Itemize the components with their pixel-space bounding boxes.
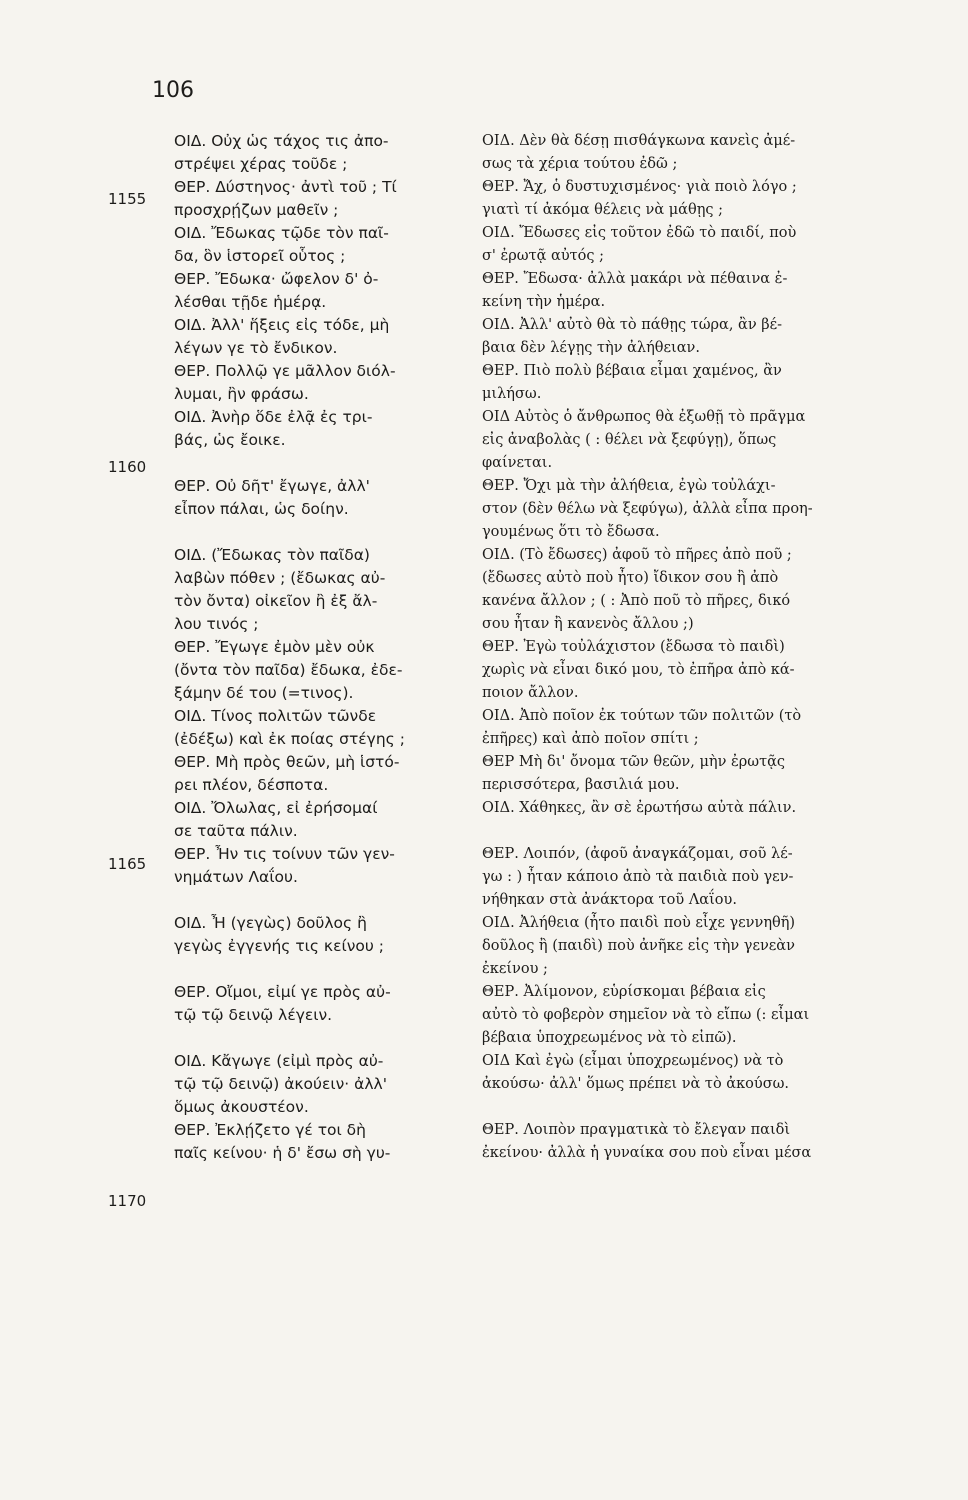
greek-line: ΟΙΔ. Ἀλλ' ἥξεις εἰς τόδε, μὴ: [174, 316, 390, 334]
translation-line: ΟΙΔ. Ἔδωσες εἰς τοῦτον ἐδῶ τὸ παιδί, ποὺ: [482, 225, 797, 241]
greek-line: λαβὼν πόθεν ; (ἔδωκας αὐ-: [174, 569, 386, 587]
translation-line: ΘΕΡ. Πιὸ πολὺ βέβαια εἶμαι χαμένος, ἂν: [482, 363, 782, 379]
translation-line: (ἔδωσες αὐτὸ ποὺ ἦτο) ἴδικον σου ἢ ἀπὸ: [482, 570, 779, 586]
greek-line: ΟΙΔ. Ὄλωλας, εἰ ἐρήσομαί: [174, 799, 378, 817]
translation-line: φαίνεται.: [482, 455, 553, 471]
greek-line: προσχρῄζων μαθεῖν ;: [174, 201, 339, 219]
translation-line: γιατὶ τί ἀκόμα θέλεις νὰ μάθῃς ;: [482, 202, 724, 218]
greek-line: νημάτων Λαΐου.: [174, 868, 298, 886]
greek-line: ΟΙΔ. (Ἔδωκας τὸν παῖδα): [174, 546, 370, 564]
translation-line: κανένα ἄλλον ; ( : Ἀπὸ ποῦ τὸ πῆρες, δικό: [482, 593, 791, 609]
greek-line: ρει πλέον, δέσποτα.: [174, 776, 329, 794]
greek-text-column: [174, 130, 469, 1165]
translation-line: ΘΕΡ. Ἀλίμονον, εὑρίσκομαι βέβαια εἰς: [482, 984, 766, 1000]
translation-line: ἐπῆρες) καὶ ἀπὸ ποῖον σπίτι ;: [482, 731, 699, 747]
translation-line: σ' ἐρωτᾷ αὐτός ;: [482, 248, 605, 264]
greek-line: ΘΕΡ. Πολλῷ γε μᾶλλον διόλ-: [174, 362, 396, 380]
translation-line: χωρὶς νὰ εἶναι δικό μου, τὸ ἐπῆρα ἀπὸ κά-: [482, 662, 795, 678]
greek-line: ΟΙΔ. Κἄγωγε (εἰμὶ πρὸς αὐ-: [174, 1052, 384, 1070]
page-number: 106: [152, 78, 194, 103]
translation-line: [482, 820, 922, 843]
translation-line: περισσότερα, βασιλιά μου.: [482, 777, 680, 793]
translation-line: ΘΕΡ Μὴ δι' ὄνομα τῶν θεῶν, μὴν ἐρωτᾷς: [482, 754, 786, 770]
line-number-1160: 1160: [108, 458, 147, 476]
line-number-1165: 1165: [108, 855, 147, 873]
greek-line: ΘΕΡ. Μὴ πρὸς θεῶν, μὴ ἱστό-: [174, 753, 400, 771]
translation-line: ποιον ἄλλον.: [482, 685, 579, 701]
translation-line: βέβαια ὑποχρεωμένος νὰ τὸ εἰπῶ).: [482, 1030, 737, 1046]
translation-text-column: [482, 130, 922, 1165]
greek-line: ξάμην δέ του (=τινος).: [174, 684, 354, 702]
translation-line: γουμένως ὅτι τὸ ἔδωσα.: [482, 524, 660, 540]
greek-line: ΘΕΡ. Ἦν τις τοίνυν τῶν γεν-: [174, 845, 395, 863]
greek-line: ΟΙΔ. Ἔδωκας τῷδε τὸν παῖ-: [174, 224, 389, 242]
greek-line: ΟΙΔ. Ἦ (γεγὼς) δοῦλος ἢ: [174, 914, 367, 932]
greek-line: λέσθαι τῇδε ἡμέρᾳ.: [174, 293, 327, 311]
greek-line: ΘΕΡ. Οὐ δῆτ' ἔγωγε, ἀλλ': [174, 477, 370, 495]
greek-line: γεγὼς ἐγγενής τις κείνου ;: [174, 937, 384, 955]
greek-line: παῖς κείνου· ἡ δ' ἔσω σὴ γυ-: [174, 1144, 391, 1162]
greek-line: ΟΙΔ. Ἀνὴρ ὅδε ἐλᾷ ἐς τρι-: [174, 408, 373, 426]
greek-line: ΘΕΡ. Ἔδωκα· ὤφελον δ' ὀ-: [174, 270, 379, 288]
greek-line: στρέψει χέρας τοῦδε ;: [174, 155, 348, 173]
greek-line: ΟΙΔ. Τίνος πολιτῶν τῶνδε: [174, 707, 377, 725]
greek-line: ΘΕΡ. Ἐκλῄζετο γέ τοι δὴ: [174, 1121, 366, 1139]
translation-line: σου ἦταν ἢ κανενὸς ἄλλου ;): [482, 616, 694, 632]
greek-line: τῷ τῷ δεινῷ) ἀκούειν· ἀλλ': [174, 1075, 387, 1093]
greek-line: ὅμως ἀκουστέον.: [174, 1098, 309, 1116]
greek-line: ΘΕΡ. Δύστηνος· ἀντὶ τοῦ ; Τί: [174, 178, 397, 196]
translation-line: ΟΙΔ. Χάθηκες, ἂν σὲ ἐρωτήσω αὐτὰ πάλιν.: [482, 800, 797, 816]
translation-line: στον (δὲν θέλω νὰ ξεφύγω), ἀλλὰ εἶπα προη-: [482, 501, 813, 517]
greek-line: [174, 1027, 469, 1050]
greek-line: (ὄντα τὸν παῖδα) ἔδωκα, ἐδε-: [174, 661, 403, 679]
translation-line: ἐκείνου ;: [482, 961, 548, 977]
line-number-1170: 1170: [108, 1192, 147, 1210]
translation-line: [482, 1096, 922, 1119]
greek-line: τὸν ὄντα) οἰκεῖον ἢ ἐξ ἄλ-: [174, 592, 378, 610]
translation-line: ΘΕΡ. Λοιπὸν πραγματικὰ τὸ ἔλεγαν παιδὶ: [482, 1122, 791, 1138]
translation-line: ΟΙΔ. Δὲν θὰ δέσῃ πισθάγκωνα κανεὶς ἀμέ-: [482, 133, 796, 149]
greek-line: ΘΕΡ. Οἴμοι, εἰμί γε πρὸς αὐ-: [174, 983, 391, 1001]
greek-line: [174, 521, 469, 544]
translation-line: σως τὰ χέρια τούτου ἐδῶ ;: [482, 156, 678, 172]
translation-line: ΘΕΡ. Λοιπόν, (ἀφοῦ ἀναγκάζομαι, σοῦ λέ-: [482, 846, 793, 862]
translation-line: νήθηκαν στὰ ἀνάκτορα τοῦ Λαΐου.: [482, 892, 737, 908]
translation-line: ΘΕΡ. Ἄχ, ὁ δυστυχισμένος· γιὰ ποιὸ λόγο ;: [482, 179, 797, 195]
greek-line: σε ταῦτα πάλιν.: [174, 822, 298, 840]
greek-line: (ἐδέξω) καὶ ἐκ ποίας στέγης ;: [174, 730, 405, 748]
translation-line: ΟΙΔ. Ἀλήθεια (ἦτο παιδὶ ποὺ εἶχε γεννηθῆ): [482, 915, 796, 931]
greek-line: βάς, ὡς ἔοικε.: [174, 431, 286, 449]
translation-line: ΘΕΡ. Ἔδωσα· ἀλλὰ μακάρι νὰ πέθαινα ἐ-: [482, 271, 788, 287]
translation-line: ΘΕΡ. Ἐγὼ τοὐλάχιστον (ἔδωσα τὸ παιδὶ): [482, 639, 785, 655]
translation-line: αὐτὸ τὸ φοβερὸν σημεῖον νὰ τὸ εἴπω (: εἶμαι: [482, 1007, 810, 1023]
translation-line: ΘΕΡ. Ὄχι μὰ τὴν ἀλήθεια, ἐγὼ τοὐλάχι-: [482, 478, 776, 494]
greek-line: τῷ τῷ δεινῷ λέγειν.: [174, 1006, 333, 1024]
translation-line: βαια δὲν λέγῃς τὴν ἀλήθειαν.: [482, 340, 700, 356]
translation-line: ΟΙΔ. Ἀλλ' αὐτὸ θὰ τὸ πάθῃς τώρα, ἂν βέ-: [482, 317, 783, 333]
greek-line: λυμαι, ἢν φράσω.: [174, 385, 309, 403]
translation-line: κείνη τὴν ἡμέρα.: [482, 294, 606, 310]
greek-line: ΟΙΔ. Οὐχ ὡς τάχος τις ἀπο-: [174, 132, 389, 150]
greek-line: [174, 889, 469, 912]
translation-line: ΟΙΔ. Ἀπὸ ποῖον ἐκ τούτων τῶν πολιτῶν (τὸ: [482, 708, 802, 724]
translation-line: ΟΙΔ Καὶ ἐγὼ (εἶμαι ὑποχρεωμένος) νὰ τὸ: [482, 1053, 784, 1069]
translation-line: ἀκούσω· ἀλλ' ὅμως πρέπει νὰ τὸ ἀκούσω.: [482, 1076, 790, 1092]
translation-line: ΟΙΔ. (Τὸ ἔδωσες) ἀφοῦ τὸ πῆρες ἀπὸ ποῦ ;: [482, 547, 792, 563]
greek-line: δα, ὃν ἱστορεῖ οὗτος ;: [174, 247, 346, 265]
greek-line: ΘΕΡ. Ἔγωγε ἐμὸν μὲν οὐκ: [174, 638, 375, 656]
greek-line: λέγων γε τὸ ἔνδικον.: [174, 339, 338, 357]
translation-line: μιλήσω.: [482, 386, 542, 402]
translation-line: ΟΙΔ Αὐτὸς ὁ ἄνθρωπος θὰ ἐξωθῇ τὸ πρᾶγμα: [482, 409, 806, 425]
greek-line: εἶπον πάλαι, ὡς δοίην.: [174, 500, 349, 518]
translation-line: εἰς ἀναβολὰς ( : θέλει νὰ ξεφύγῃ), ὅπως: [482, 432, 777, 448]
greek-line: λου τινός ;: [174, 615, 259, 633]
translation-line: δοῦλος ἢ (παιδὶ) ποὺ ἀνῆκε εἰς τὴν γενεὰν: [482, 938, 795, 954]
translation-line: ἐκείνου· ἀλλὰ ἡ γυναίκα σου ποὺ εἶναι μέσα: [482, 1145, 812, 1161]
line-number-1155: 1155: [108, 190, 147, 208]
translation-line: γω : ) ἦταν κάποιο ἀπὸ τὰ παιδιὰ ποὺ γεν-: [482, 869, 794, 885]
greek-line: [174, 452, 469, 475]
greek-line: [174, 958, 469, 981]
